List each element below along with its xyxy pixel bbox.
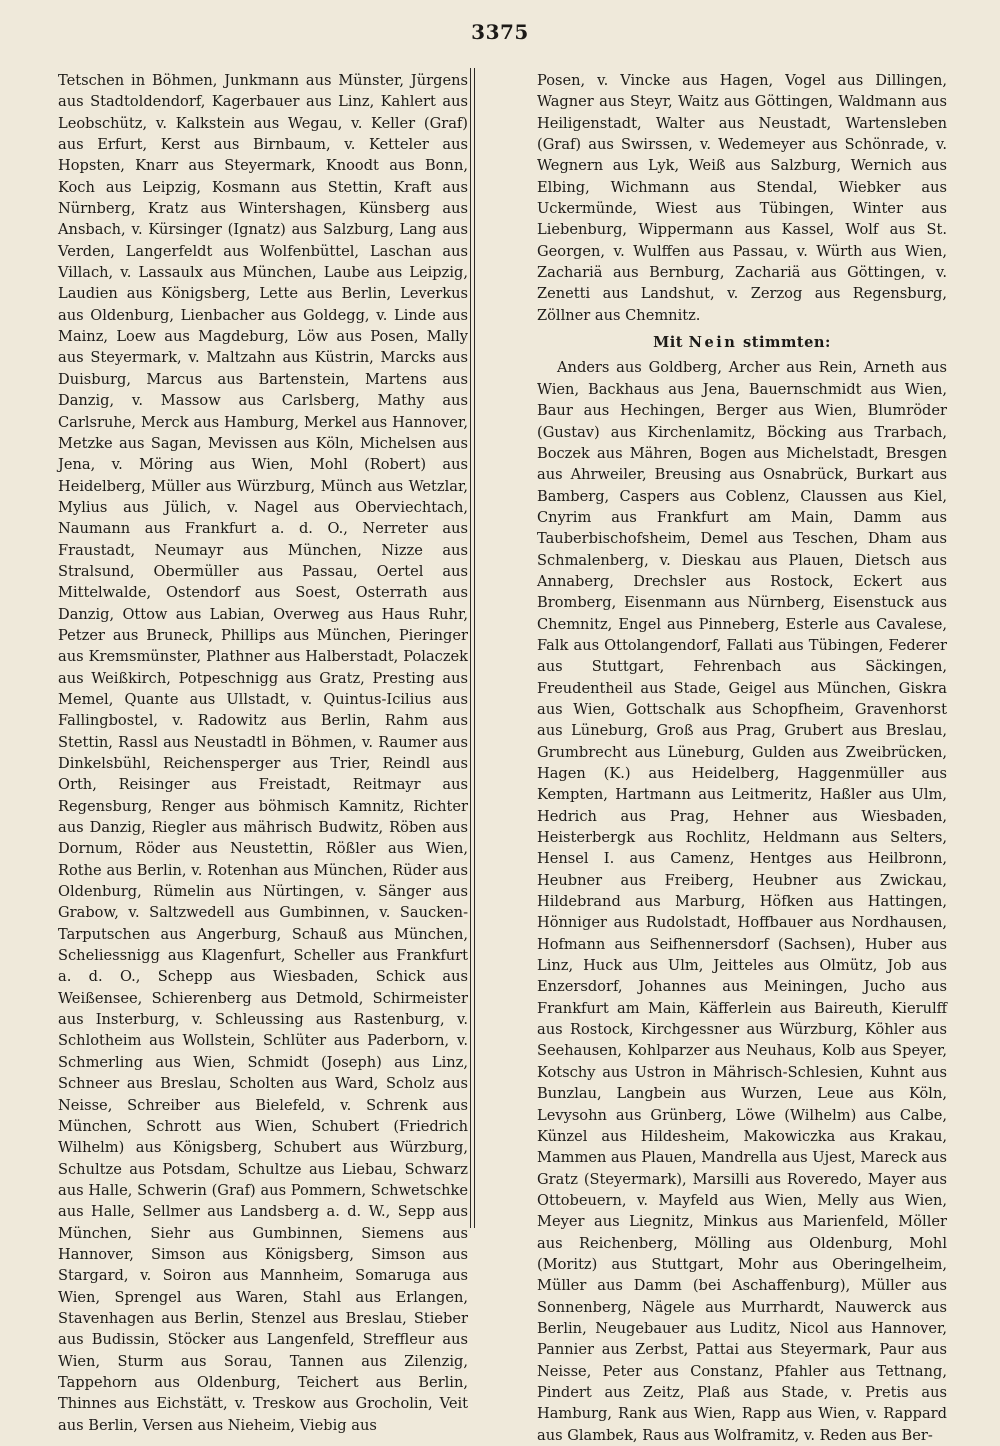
- heading-suffix: stimmten:: [743, 334, 831, 352]
- heading-prefix: Mit: [653, 334, 684, 352]
- right-column: [537, 70, 947, 1446]
- heading-keyword: Nein: [688, 334, 738, 352]
- vote-list-continuation: Tetschen in Böhmen, Junkmann aus Münster, Jürgens aus Stadtoldendorf, Kagerbauer aus Linz, Kahlert aus Leobschütz, v. Kalkstein aus Wegau, v. Keller (Graf) aus Erfurt, Kerst aus Birnbaum, v. Ketteler aus Hopsten, Knarr aus Steyermark, Knoodt aus Bonn, Koch aus Leipzig, Kosmann aus Stettin, Kraft aus Nürnberg, Kratz aus Wintershagen, Künsberg aus Ansbach, v. Kürsinger (Ignatz) aus Salzburg, Lang aus Verden, Langerfeldt aus Wolfenbüttel, Laschan aus Villach, v. Lassaulx aus München, Laube aus Leipzig, Laudien aus Königsberg, Lette aus Berlin, Leverkus aus Oldenburg, Lienbacher aus Goldegg, v. Linde aus Mainz, Loew aus Magdeburg, Löw aus Posen, Mally aus Steyermark, v. Maltzahn aus Küstrin, Marcks aus Duisburg, Marcus aus Bartenstein, Martens aus Danzig, v. Massow aus Carlsberg, Mathy aus Carlsruhe, Merck aus Hamburg, Merkel aus Hannover, Metzke aus Sagan, Mevissen aus Köln, Michelsen aus Jena, v. Möring aus Wien, Mohl (Robert) aus Heidelberg, Müller aus Würzburg, Münch aus Wetzlar, Mylius aus Jülich, v. Nagel aus Oberviechtach, Naumann aus Frankfurt a. d. O., Nerreter aus Fraustadt, Neumayr aus München, Nizze aus Stralsund, Obermüller aus Passau, Oertel aus Mittelwalde, Ostendorf aus Soest, Osterrath aus Danzig, Ottow aus Labian, Overweg aus Haus Ruhr, Petzer aus Bruneck, Phillips aus München, Pieringer aus Kremsmünster, Plathner aus Halberstadt, Polaczek aus Weißkirch, Potpeschnigg aus Gratz, Presting aus Memel, Quante aus Ullstadt, v. Quintus-Icilius aus Fallingbostel, v. Radowitz aus Berlin, Rahm aus Stettin, Rassl aus Neustadtl in Böhmen, v. Raumer aus Dinkelsbühl, Reichensperger aus Trier, Reindl aus Orth, Reisinger aus Freistadt, Reitmayr aus Regensburg, Renger aus böhmisch Kamnitz, Richter aus Danzig, Riegler aus mährisch Budwitz, Röben aus Dornum, Röder aus Neustettin, Rößler aus Wien, Rothe aus Berlin, v. Rotenhan aus München, Rüder aus Oldenburg, Rümelin aus Nürtingen, v. Sänger aus Grabow, v. Saltzwedell aus Gumbinnen, v. Saucken-Tarputschen aus Angerburg, Schauß aus München, Scheliessnigg aus Klagenfurt, Scheller aus Frankfurt a. d. O., Schepp aus Wiesbaden, Schick aus Weißensee, Schierenberg aus Detmold, Schirmeister aus Insterburg, v. Schleussing aus Rastenburg, v. Schlotheim aus Wollstein, Schlüter aus Paderborn, v. Schmerling aus Wien, Schmidt (Joseph) aus Linz, Schneer aus Breslau, Scholten aus Ward, Scholz aus Neisse, Schreiber aus Bielefeld, v. Schrenk aus München, Schrott aus Wien, Schubert (Friedrich Wilhelm) aus Königsberg, Schubert aus Würzburg, Schultze aus Potsdam, Schultze aus Liebau, Schwarz aus Halle, Schwerin (Graf) aus Pommern, Schwetschke aus Halle, Sellmer aus Landsberg a. d. W., Sepp aus München, Siehr aus Gumbinnen, Siemens aus Hannover, Simson aus Königsberg, Simson aus Stargard, v. Soiron aus Mannheim, Somaruga aus Wien, Sprengel aus Waren, Stahl aus Erlangen, Stavenhagen aus Berlin, Stenzel aus Breslau, Stieber aus Budissin, Stöcker aus Langenfeld, Streffleur aus Wien, Sturm aus Sorau, Tannen aus Zilenzig, Tappehorn aus Oldenburg, Teichert aus Berlin, Thinnes aus Eichstätt, v. Treskow aus Grocholin, Veit aus Berlin, Versen aus Nieheim, Viebig aus: [58, 72, 468, 1434]
- nein-heading: [537, 332, 947, 353]
- vote-list-end: Posen, v. Vincke aus Hagen, Vogel aus Dillingen, Wagner aus Steyr, Waitz aus Göttingen, Waldmann aus Heiligenstadt, Walter aus Neustadt, Wartensleben (Graf) aus Swirssen, v. Wedemeyer aus Schönrade, v. Wegnern aus Lyk, Weiß aus Salzburg, Wernich aus Elbing, Wichmann aus Stendal, Wiebker aus Uckermünde, Wiest aus Tübingen, Winter aus Liebenburg, Wippermann aus Kassel, Wolf aus St. Georgen, v. Wulffen aus Passau, v. Würth aus Wien, Zachariä aus Bernburg, Zachariä aus Göttingen, v. Zenetti aus Landshut, v. Zerzog aus Regensburg, Zöllner aus Chemnitz.: [537, 72, 947, 324]
- left-column: [58, 70, 468, 1436]
- page-number: 3375: [471, 20, 529, 44]
- column-divider: [470, 68, 475, 1228]
- nein-vote-list: Anders aus Goldberg, Archer aus Rein, Arneth aus Wien, Backhaus aus Jena, Bauernschmidt aus Wien, Baur aus Hechingen, Berger aus Wien, Blumröder (Gustav) aus Kirchenlamitz, Böcking aus Trarbach, Boczek aus Mähren, Bogen aus Michelstadt, Bresgen aus Ahrweiler, Breusing aus Osnabrück, Burkart aus Bamberg, Caspers aus Coblenz, Claussen aus Kiel, Cnyrim aus Frankfurt am Main, Damm aus Tauberbischofsheim, Demel aus Teschen, Dham aus Schmalenberg, v. Dieskau aus Plauen, Dietsch aus Annaberg, Drechsler aus Rostock, Eckert aus Bromberg, Eisenmann aus Nürnberg, Eisenstuck aus Chemnitz, Engel aus Pinneberg, Esterle aus Cavalese, Falk aus Ottolangendorf, Fallati aus Tübingen, Federer aus Stuttgart, Fehrenbach aus Säckingen, Freudentheil aus Stade, Geigel aus München, Giskra aus Wien, Gottschalk aus Schopfheim, Gravenhorst aus Lüneburg, Groß aus Prag, Grubert aus Breslau, Grumbrecht aus Lüneburg, Gulden aus Zweibrücken, Hagen (K.) aus Heidelberg, Haggenmüller aus Kempten, Hartmann aus Leitmeritz, Haßler aus Ulm, Hedrich aus Prag, Hehner aus Wiesbaden, Heisterbergk aus Rochlitz, Heldmann aus Selters, Hensel I. aus Camenz, Hentges aus Heilbronn, Heubner aus Freiberg, Heubner aus Zwickau, Hildebrand aus Marburg, Höfken aus Hattingen, Hönniger aus Rudolstadt, Hoffbauer aus Nordhausen, Hofmann aus Seifhennersdorf (Sachsen), Huber aus Linz, Huck aus Ulm, Jeitteles aus Olmütz, Job aus Enzersdorf, Johannes aus Meiningen, Jucho aus Frankfurt am Main, Käfferlein aus Baireuth, Kierulff aus Rostock, Kirchgessner aus Würzburg, Köhler aus Seehausen, Kohlparzer aus Neuhaus, Kolb aus Speyer, Kotschy aus Ustron in Mährisch-Schlesien, Kuhnt aus Bunzlau, Langbein aus Wurzen, Leue aus Köln, Levysohn aus Grünberg, Löwe (Wilhelm) aus Calbe, Künzel aus Hildesheim, Makowiczka aus Krakau, Mammen aus Plauen, Mandrella aus Ujest, Mareck aus Gratz (Steyermark), Marsilli aus Roveredo, Mayer aus Ottobeuern, v. Mayfeld aus Wien, Melly aus Wien, Meyer aus Liegnitz, Minkus aus Marienfeld, Möller aus Reichenberg, Mölling aus Oldenburg, Mohl (Moritz) aus Stuttgart, Mohr aus Oberingelheim, Müller aus Damm (bei Aschaffenburg), Müller aus Sonnenberg, Nägele aus Murrhardt, Nauwerck aus Berlin, Neugebauer aus Luditz, Nicol aus Hannover, Pannier aus Zerbst, Pattai aus Steyermark, Paur aus Neisse, Peter aus Constanz, Pfahler aus Tettnang, Pindert aus Zeitz, Plaß aus Stade, v. Pretis aus Hamburg, Rank aus Wien, Rapp aus Wien, v. Rappard aus Glambek, Raus aus Wolframitz, v. Reden aus Ber-: [537, 359, 947, 1444]
